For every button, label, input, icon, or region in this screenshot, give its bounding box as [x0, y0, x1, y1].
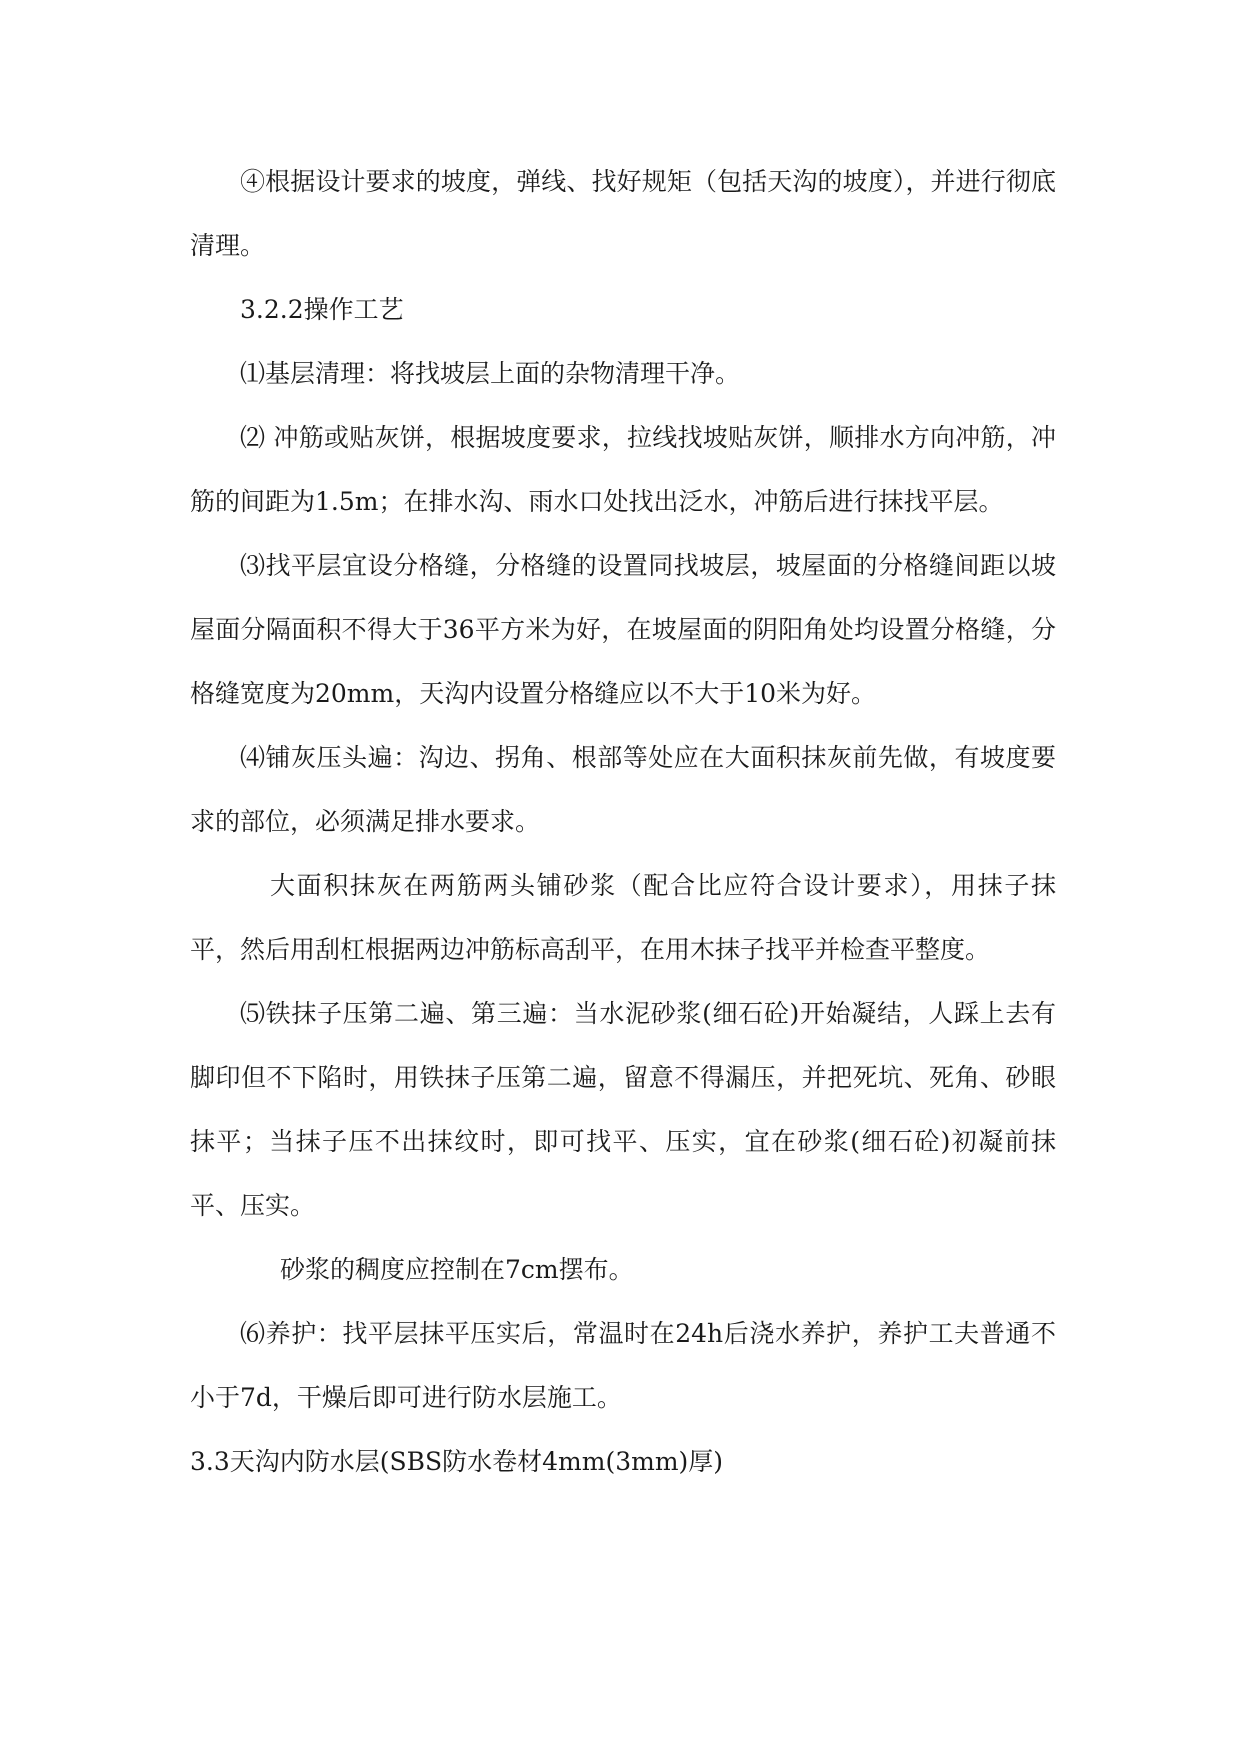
section-heading-3-3: 3.3天沟内防水层(SBS防水卷材4mm(3mm)厚): [190, 1447, 724, 1476]
paragraph-screeding-ribs: ⑵ 冲筋或贴灰饼，根据坡度要求，拉线找坡贴灰饼，顺排水方向冲筋，冲筋的间距为1.5m；在排水沟、雨水口处找出泛水，冲筋后进行抹找平层。: [190, 423, 1056, 516]
paragraph-curing: ⑹养护：找平层抹平压实后，常温时在24h后浇水养护，养护工夫普通不小于7d，干燥后即可进行防水层施工。: [190, 1319, 1056, 1412]
paragraph-base-cleaning: ⑴基层清理：将找坡层上面的杂物清理干净。: [240, 359, 741, 388]
paragraph-mortar-consistency: 砂浆的稠度应控制在7cm摆布。: [280, 1255, 634, 1284]
paragraph-second-third-pass: ⑸铁抹子压第二遍、第三遍：当水泥砂浆(细石砼)开始凝结，人踩上去有脚印但不下陷时，用铁抹子压第二遍，留意不得漏压，并把死坑、死角、砂眼抹平；当抹子压不出抹纹时，即可找平、压实，宜在砂浆(细石砼)初凝前抹平、压实。: [190, 999, 1056, 1220]
paragraph-slope-preparation: ④根据设计要求的坡度，弹线、找好规矩（包括天沟的坡度），并进行彻底清理。: [190, 167, 1056, 260]
section-heading-3-2-2: 3.2.2操作工艺: [240, 295, 404, 324]
paragraph-large-area-plastering: 大面积抹灰在两筋两头铺砂浆（配合比应符合设计要求），用抹子抹平，然后用刮杠根据两边冲筋标高刮平，在用木抹子找平并检查平整度。: [190, 871, 1056, 964]
paragraph-dividing-joints: ⑶找平层宜设分格缝，分格缝的设置同找坡层，坡屋面的分格缝间距以坡屋面分隔面积不得大于36平方米为好，在坡屋面的阴阳角处均设置分格缝，分格缝宽度为20mm，天沟内设置分格缝应以不大于10米为好。: [190, 551, 1056, 708]
document-body: [190, 150, 1056, 1494]
paragraph-first-pass: ⑷铺灰压头遍：沟边、拐角、根部等处应在大面积抹灰前先做，有坡度要求的部位，必须满足排水要求。: [190, 743, 1056, 836]
